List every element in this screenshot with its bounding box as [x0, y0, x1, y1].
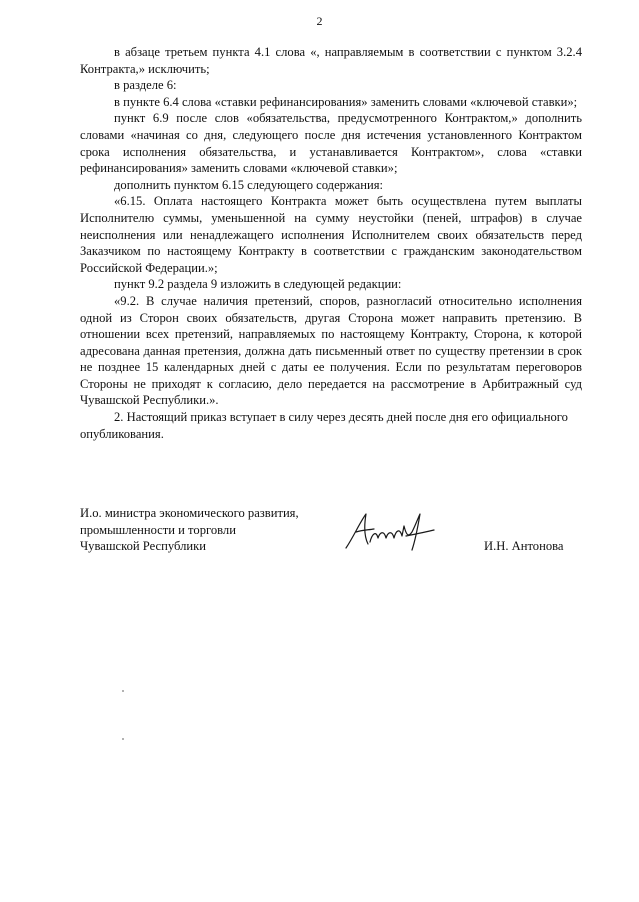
handwritten-signature — [340, 508, 440, 554]
paragraph: дополнить пунктом 6.15 следующего содержания: — [114, 177, 384, 192]
paragraph: в абзаце третьем пункта 4.1 слова «, направляемым в соответствии с пунктом 3.2.4 Контракта,» исключить; — [80, 45, 582, 76]
scan-speck — [122, 690, 124, 692]
paragraph: «6.15. Оплата настоящего Контракта может быть осуществлена путем выплаты Исполнителю суммы, уменьшенной на сумму неустойки (пеней, штрафов) в случае неисполнения или ненадлежащего исполнения Исполнителем своих обязательств перед Заказчиком по настоящему Контракту в соответствии с гражданским законодательством Российской Федерации.»; — [80, 194, 582, 275]
signatory-position-line: промышленности и торговли — [80, 522, 236, 537]
paragraph: пункт 6.9 после слов «обязательства, предусмотренного Контрактом,» дополнить словами «начиная со дня, следующего после дня истечения установленного Контрактом срока исполнения обязательства, и устанавливается Контрактом», слова «ставки рефинансирования» заменить словами «ключевой ставки»; — [80, 111, 582, 176]
signatory-position — [80, 505, 299, 555]
page-number: 2 — [316, 14, 323, 28]
paragraph: в разделе 6: — [114, 78, 177, 93]
document-body — [80, 44, 582, 442]
paragraph: «9.2. В случае наличия претензий, споров, разногласий относительно исполнения одной из Сторон своих обязательств, другая Сторона может направить претензию. В отношении всех претензий, направляемых по настоящему Контракту, Сторона, к которой адресована данная претензия, должна дать письменный ответ по существу претензии в срок не позднее 15 календарных дней с даты ее получения. Если по результатам переговоров Стороны не приходят к согласию, дело передается на рассмотрение в Арбитражный суд Чувашской Республики.». — [80, 293, 582, 408]
paragraph: в пункте 6.4 слова «ставки рефинансирования» заменить словами «ключевой ставки»; — [114, 94, 578, 109]
paragraph: 2. Настоящий приказ вступает в силу через десять дней после дня его официального опубликования. — [80, 410, 568, 441]
signatory-name: И.Н. Антонова — [484, 539, 564, 553]
scan-speck — [122, 738, 124, 740]
signatory-position-line: Чувашской Республики — [80, 539, 206, 554]
paragraph: пункт 9.2 раздела 9 изложить в следующей редакции: — [114, 277, 402, 292]
signatory-position-line: И.о. министра экономического развития, — [80, 506, 299, 520]
